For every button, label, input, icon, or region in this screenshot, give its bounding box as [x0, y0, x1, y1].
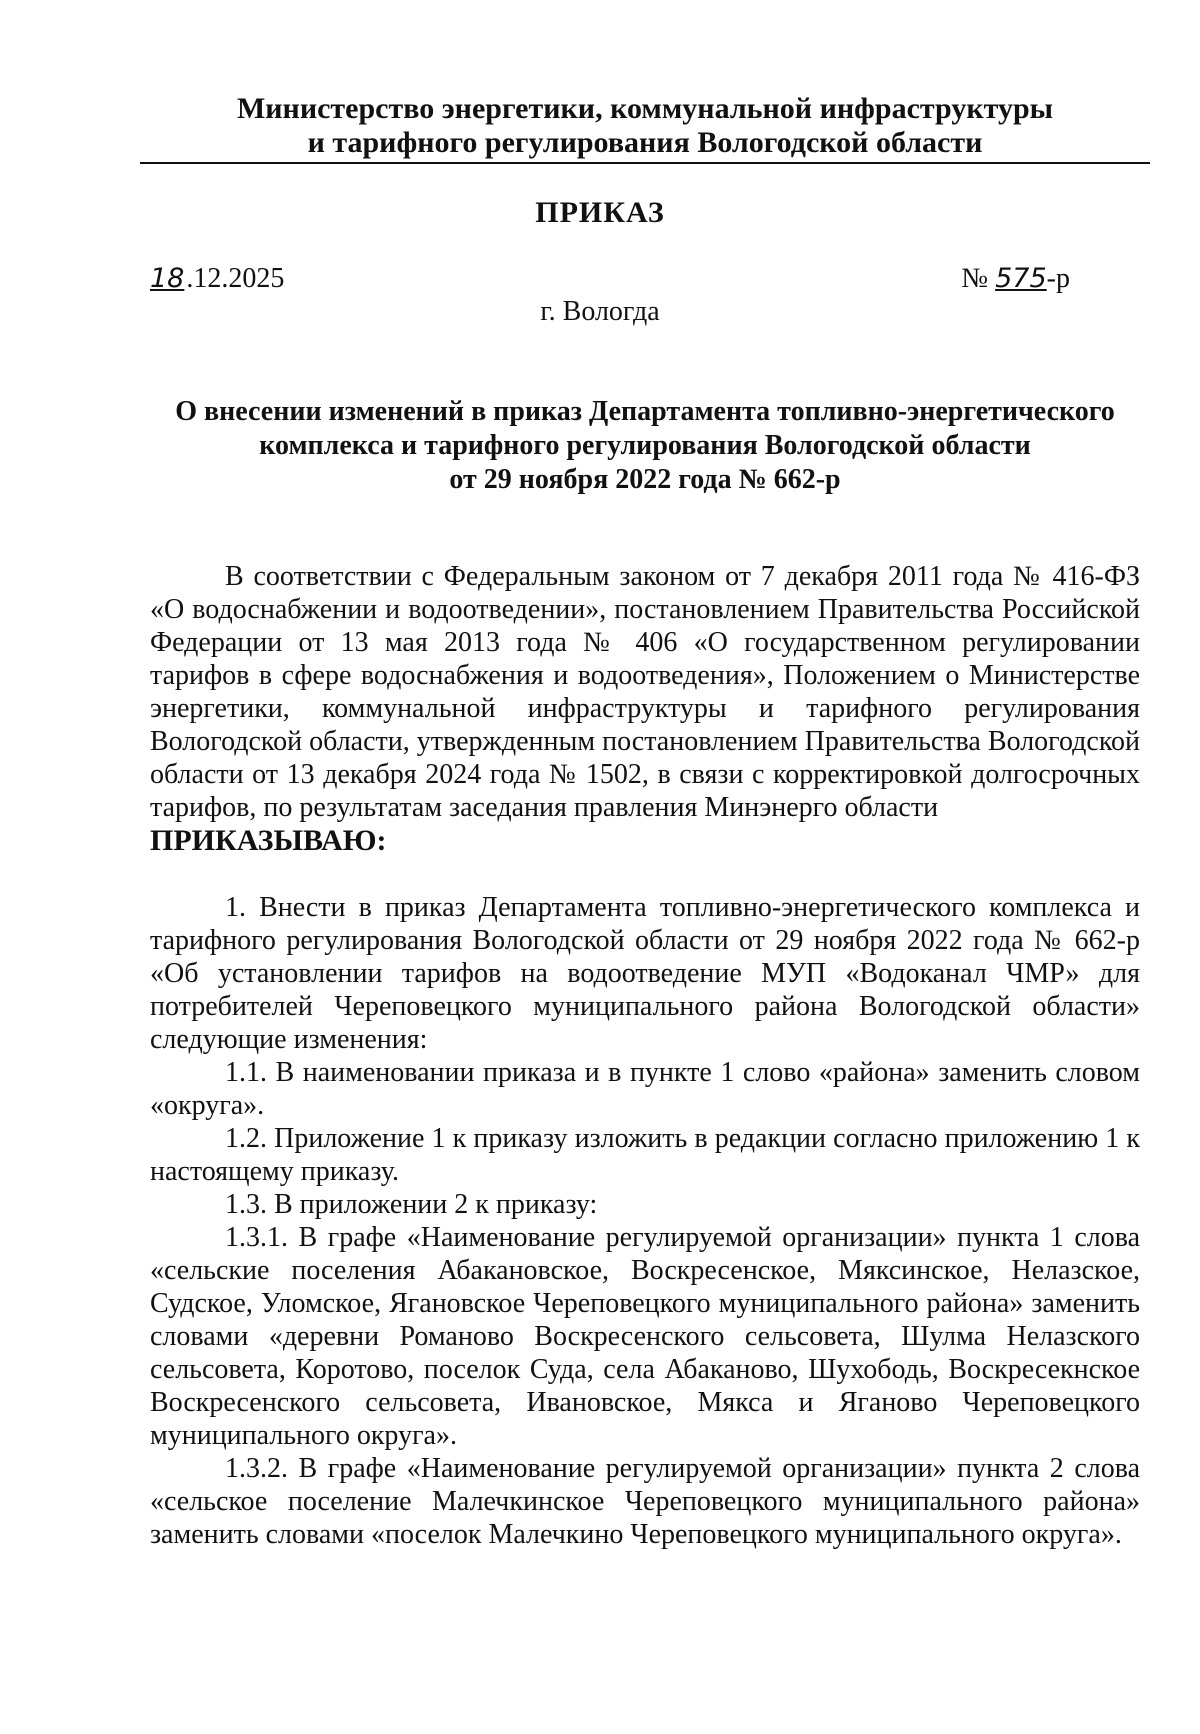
- number-suffix: -р: [1046, 263, 1070, 294]
- clause-1-3-2: 1.3.2. В графе «Наименование регулируемой организации» пункта 2 слова «сельское поселение Малечкинское Череповецкого муниципального района» заменить словами «поселок Малечкино Череповецкого муниципального округа».: [150, 1453, 1140, 1550]
- clause-1-1: 1.1. В наименовании приказа и в пункте 1 слово «района» заменить словом «округа».: [150, 1057, 1140, 1121]
- number-prefix: №: [961, 263, 996, 294]
- issuer-line-2: и тарифного регулирования Вологодской области: [307, 126, 983, 159]
- date-day-handwritten: 18: [150, 263, 185, 294]
- header-divider: [140, 162, 1150, 164]
- document-date: [150, 263, 284, 295]
- number-handwritten: 575: [995, 263, 1047, 294]
- issuer-line-1: Министерство энергетики, коммунальной инфраструктуры: [236, 92, 1054, 125]
- date-month-year: .12.2025: [186, 263, 285, 294]
- clause-1-3-1: 1.3.1. В графе «Наименование регулируемой организации» пункта 1 слова «сельские поселения Абакановское, Воскресенское, Мяксинское, Нелазское, Судское, Уломское, Ягановское Череповецкого муниципального района» заменить словами «деревни Романово Воскресенского сельсовета, Шулма Нелазского сельсовета, Коротово, поселок Суда, села Абаканово, Шухободь, Воскресекнское Воскресенского сельсовета, Ивановское, Мякса и Яганово Череповецкого муниципального округа».: [150, 1222, 1140, 1451]
- subject-line-3: от 29 ноября 2022 года № 662-р: [449, 464, 841, 495]
- document-city: г. Вологда: [540, 296, 660, 327]
- document-title: ПРИКАЗ: [535, 196, 665, 229]
- subject-line-2: комплекса и тарифного регулирования Вологодской области: [259, 430, 1031, 461]
- document-body: [150, 560, 1140, 1551]
- clause-1: 1. Внести в приказ Департамента топливно-энергетического комплекса и тарифного регулирования Вологодской области от 29 ноября 2022 года № 662-р «Об установлении тарифов на водоотведение МУП «Водоканал ЧМР» для потребителей Череповецкого муниципального района Вологодской области» следующие изменения:: [150, 892, 1140, 1055]
- clause-1-3: 1.3. В приложении 2 к приказу:: [225, 1189, 598, 1220]
- document-subject: [140, 395, 1150, 497]
- subject-line-1: О внесении изменений в приказ Департамента топливно-энергетического: [175, 396, 1115, 427]
- decree-heading: ПРИКАЗЫВАЮ:: [150, 824, 387, 857]
- document-number: [961, 263, 1070, 295]
- issuer-header: [140, 92, 1150, 160]
- preamble-paragraph: В соответствии с Федеральным законом от 7 декабря 2011 года № 416-ФЗ «О водоснабжении и водоотведении», постановлением Правительства Российской Федерации от 13 мая 2013 года № 406 «О государственном регулировании тарифов в сфере водоснабжения и водоотведения», Положением о Министерстве энергетики, коммунальной инфраструктуры и тарифного регулирования Вологодской области, утвержденным постановлением Правительства Вологодской области от 13 декабря 2024 года № 1502, в связи с корректировкой долгосрочных тарифов, по результатам заседания правления Минэнерго области: [150, 561, 1140, 823]
- clause-1-2: 1.2. Приложение 1 к приказу изложить в редакции согласно приложению 1 к настоящему приказу.: [150, 1123, 1140, 1187]
